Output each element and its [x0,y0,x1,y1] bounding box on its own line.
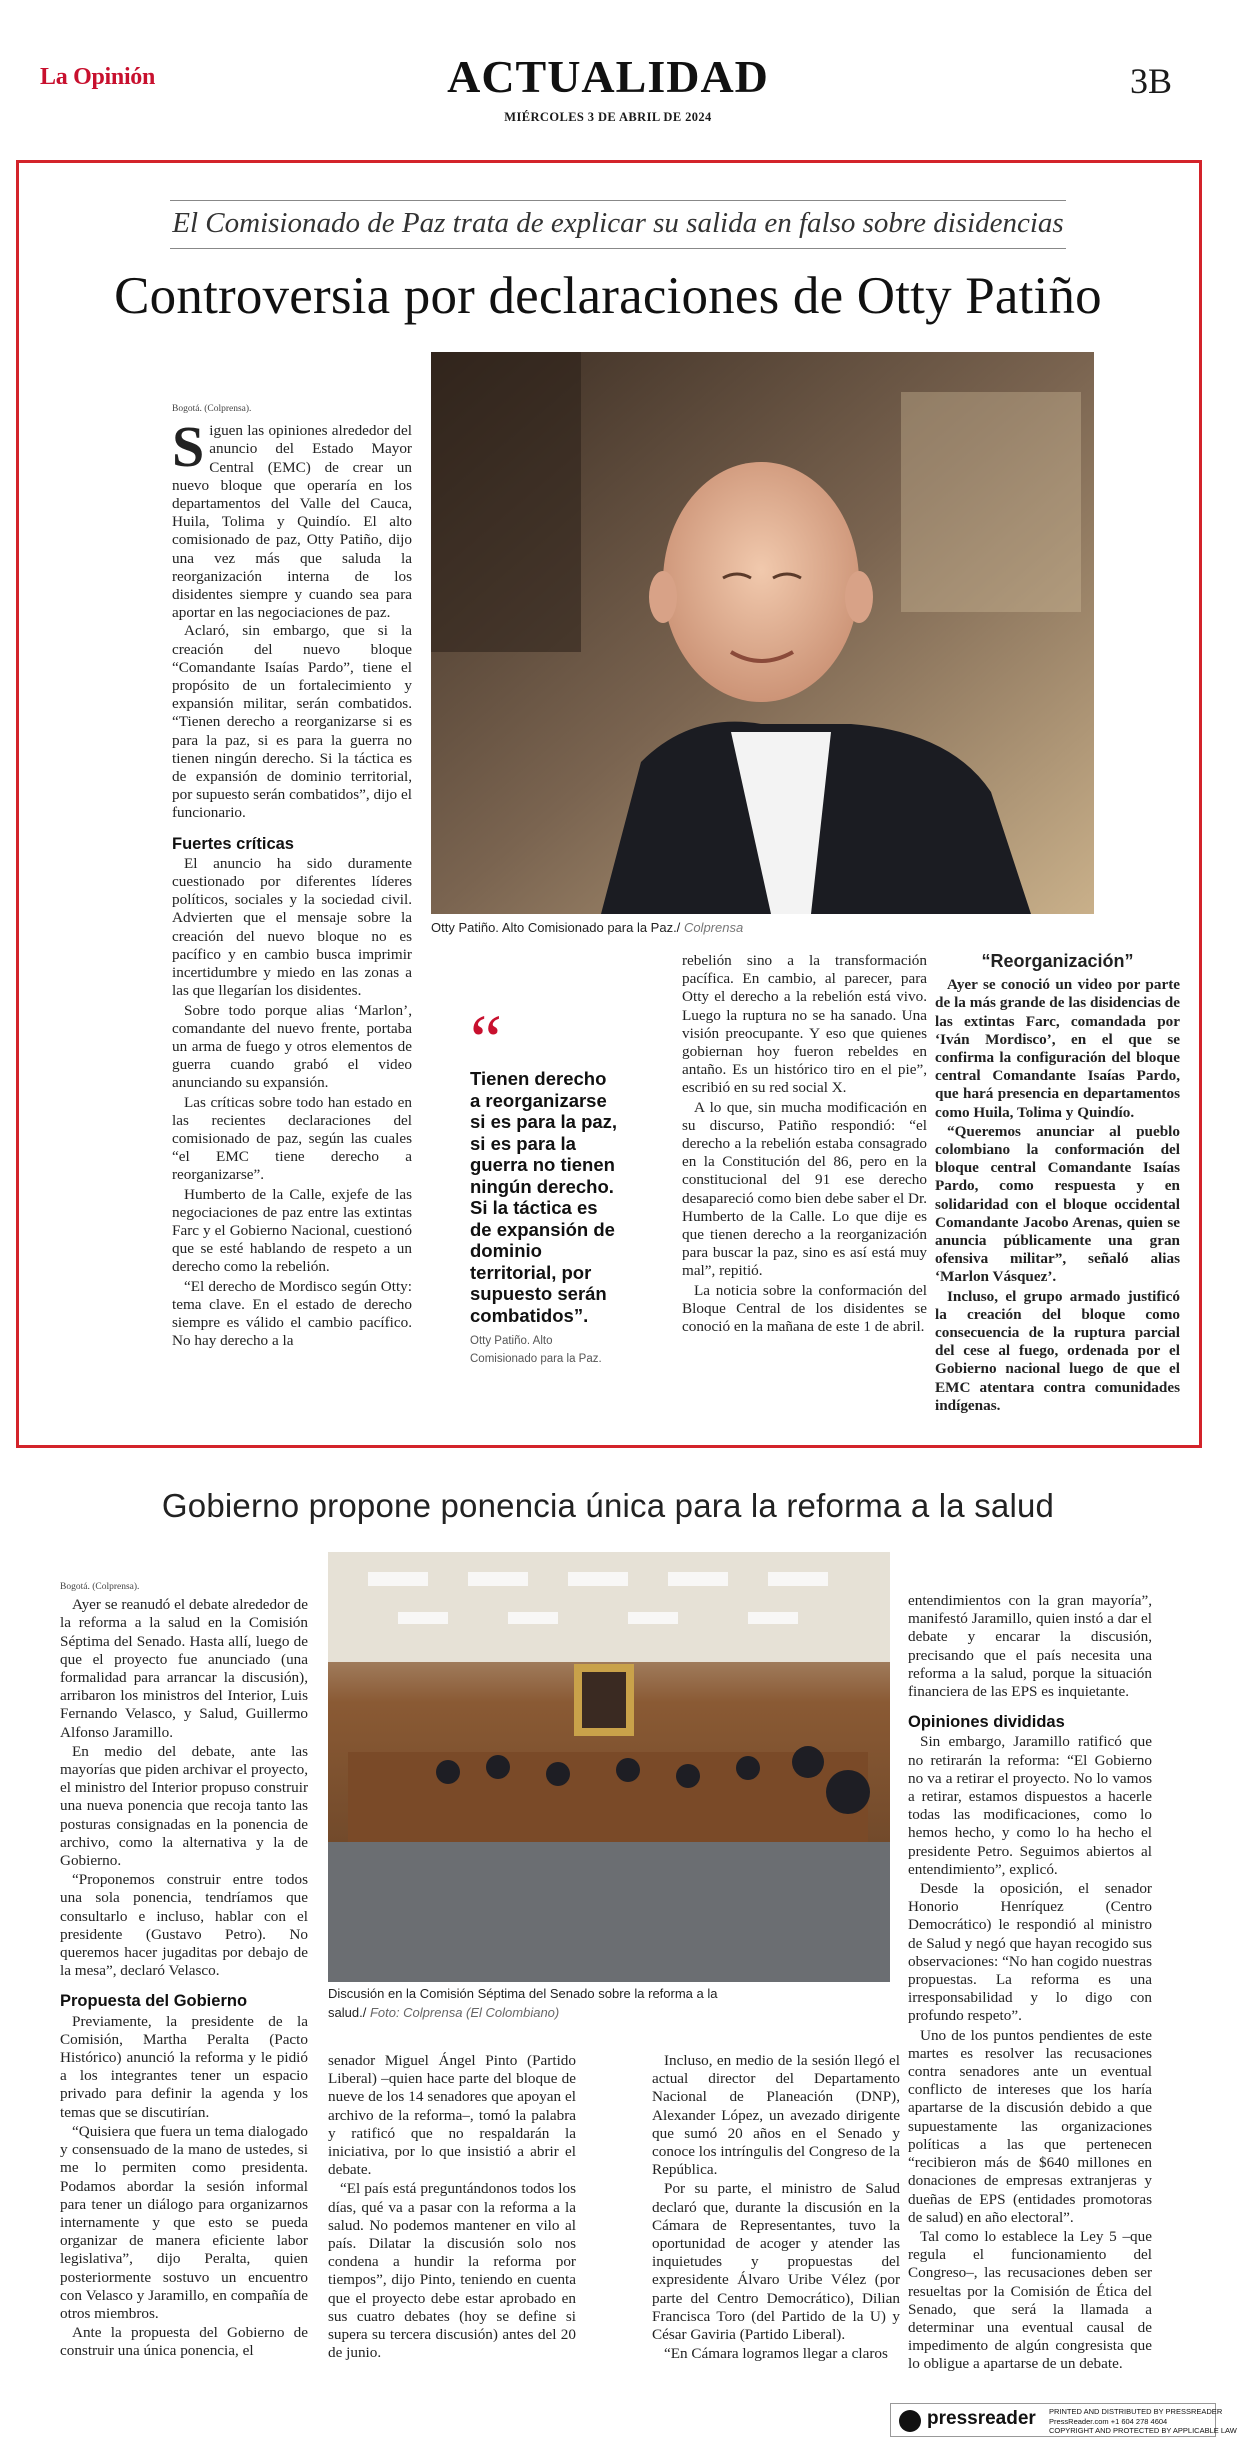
senate-illustration [328,1552,890,1982]
article-column-1 [172,400,412,1351]
paragraph: Aclaró, sin embargo, que si la creación del nuevo bloque “Comandante Isaías Pardo”, tiene el propósito de un fortalecimiento y expansión militar, serán combatidos. “Tienen derecho a reorganizarse si es para la paz, si es para la guerra no tienen ningún derecho. Si la táctica es de expansión de dominio territorial, por supuesto serán combatidos”, dijo el funcionario. [172,622,412,822]
section-title: ACTUALIDAD [447,51,769,102]
caption-credit: Colprensa [683,920,744,935]
paragraph: Tal como lo establece la Ley 5 –que regula el funcionamiento del Congreso–, las recusaciones deben ser resueltas por la Comisión de Ética del Senado, que será la llamada a determinar una eventual causal de impedimento de algún congresista que lo obligue a apartarse de un debate. [908,2227,1152,2373]
paragraph: Las críticas sobre todo han estado en las recientes declaraciones del comisionado de paz, según las cuales “el EMC tiene derecho a reorganizarse”. [172,1093,412,1184]
issue-date: MIÉRCOLES 3 DE ABRIL DE 2024 [504,110,712,124]
caption-credit: Foto: Colprensa (El Colombiano) [369,2005,560,2020]
paragraph: “En Cámara logramos llegar a claros [664,2345,888,2363]
subheading: Propuesta del Gobierno [60,1992,248,2011]
paragraph: rebelión sino a la transformación pacífica. En cambio, al parecer, para Otty el derecho a la rebelión está vivo. Luego la ruptura no se ha sanado. Una visión preocupante. Y eso que quienes gobiernan hoy fueron rebeldes en antaño. Es un histórico tiro en el pie”, escribió en su red social X. [682,952,927,1097]
subheading: “Reorganización” [981,951,1134,971]
paragraph: Sin embargo, Jaramillo ratificó que no retirarán la reforma: “El Gobierno no va a retirar el proyecto. No lo vamos a retirar, estamos dispuestos a hacerle todas las modificaciones, como lo hemos hecho, y como lo ha hecho el presidente Petro. Seguimos abiertos al entendimiento”, explicó. [908,1733,1152,1878]
drop-cap: S [172,414,205,480]
paragraph: Desde la oposición, el senador Honorio Henríquez (Centro Democrático) le respondió al ministro de Salud y negó que hayan recogido sus observaciones: “No han cogido nuestras propuestas. La reforma es una irresponsabilidad y lo digo con profundo respeto”. [908,1880,1152,2025]
photo-caption [328,1984,748,2022]
lead-paragraph: iguen las opiniones alrededor del anuncio del Estado Mayor Central (EMC) de crear un nuevo bloque que operaría en los departamentos del Valle del Cauca, Huila, Tolima y Quindío. El alto comisionado de paz, Otty Patiño, dijo una vez más que saluda la reorganización interna de los disidentes siempre y cuando sea para aportar en las negociaciones de paz. [172,422,412,622]
paragraph: Previamente, la presidente de la Comisión, Martha Peralta (Pacto Histórico) anunció la reforma y le pidió a los integrantes tener un espacio privado para definir la agenda y los temas que se discutirían. [60,2012,308,2121]
paragraph: Humberto de la Calle, exjefe de las negociaciones de paz entre las extintas Farc y el Gobierno Nacional, cuestionó que se esté hablando de respeto a un derecho como la rebelión. [172,1185,412,1276]
pressreader-brand: pressreader [927,2408,1036,2429]
article-headline: Gobierno propone ponencia única para la reforma a la salud [161,1487,1055,1524]
article2-column-2 [328,2052,576,2363]
paragraph: Por su parte, el ministro de Salud declaró que, durante la discusión en la Cámara de Representantes, tuvo la oportunidad de acoger y atender las inquietudes y propuestas del expresidente Álvaro Uribe Vélez (por parte del Centro Democrático), Dilian Francisca Toro (del Partido de la U) y César Gaviria (Partido Liberal). [652,2180,900,2344]
newspaper-logo: La Opinión [40,64,156,90]
paragraph: entendimientos con la gran mayoría”, manifestó Jaramillo, quien instó a dar el debate y encarar la discusión, precisando que el país necesita una reforma a la salud, porque la situación financiera de las EPS es inquietante. [908,1592,1152,1701]
photo-caption [431,920,1094,935]
paragraph: Uno de los puntos pendientes de este martes es resolver las recusaciones contra senadores ante un eventual conflicto de intereses que los haría apartarse de la discusión debido a que supuestamente las organizaciones políticas a las que pertenecen “recibieron más de $640 millones en donaciones de empresas extranjeras y dueñas de EPS (entidades promotoras de salud) en año electoral”. [908,2026,1152,2226]
page-number: 3B [1129,61,1172,101]
paragraph: “Queremos anunciar al pueblo colombiano la conformación del bloque central Comandante Isaías Pardo, como respuesta y en solidaridad con el bloque occidental Comandante Jacobo Arenas, quien se anuncia públicamente una gran ofensiva militar”, señaló alias ‘Marlon Vásquez’. [935,1122,1180,1286]
quote-mark: “ [470,1000,502,1080]
paragraph: Incluso, en medio de la sesión llegó el actual director del Departamento Nacional de Planeación (DNP), Alexander López, un avezado dirigente que sumó 20 años en el Senado y conoce los intríngulis del Congreso de la República. [652,2052,901,2179]
paragraph: Ayer se reanudó el debate alrededor de la reforma a la salud en la Comisión Séptima del Senado. Hasta allí, luego de que el proyecto fue anunciado (una formalidad para arrancar la discusión), arribaron los ministros del Interior, Luis Fernando Velasco, y Salud, Guillermo Alfonso Jaramillo. [60,1596,308,1741]
article2-column-1 [60,1578,308,2362]
paragraph: A lo que, sin mucha modificación en su discurso, Patiño respondió: “el derecho a la rebelión estaba consagrado en la Constitución del 86, pero en la constitucional del 91 ese derecho desapareció como bien debe saber el Dr. Humberto de la Calle. Lo que dije es que tienen derecho a la reorganización para buscar la paz, sino es así está muy mal”, repitió. [682,1098,928,1280]
paragraph: Ayer se conoció un video por parte de la más grande de las disidencias de las extintas Farc, comandada por ‘Iván Mordisco’, en el que se confirma la configuración del bloque central Comandante Isaías Pardo, que hará presencia en departamentos como Huila, Tolima y Quindío. [935,976,1180,1121]
paragraph: La noticia sobre la conformación del Bloque Central de los disidentes se conoció en la mañana de este 1 de abril. [682,1281,927,1336]
pressreader-icon [899,2410,921,2432]
paragraph: senador Miguel Ángel Pinto (Partido Liberal) –quien hace parte del bloque de nueve de los 14 senadores que apoyan el archivo de la reforma–, tomó la palabra y ratificó que no respaldarán la iniciativa, por lo que insistió a abrir el debate. [328,2052,576,2179]
paragraph: En medio del debate, ante las mayorías que piden archivar el proyecto, el ministro del Interior propuso construir una nueva ponencia que recoja tanto las posturas consignadas en la ponencia de archivo, como la alternativa y la de Gobierno. [60,1742,308,1870]
pull-quote [470,1000,620,1368]
notice-line: PressReader.com +1 604 278 4604 [1049,2416,1168,2426]
article-column-4 [935,952,1180,1416]
subheading: Fuertes críticas [172,834,294,853]
paragraph: Sobre todo porque alias ‘Marlon’, comandante del nuevo frente, portaba un arma de fuego y otros elementos de guerra cuando grabó el video anunciando su expansión. [172,1001,412,1092]
paragraph: “El país está preguntándonos todos los días, qué va a pasar con la reforma a la salud. No podemos mantener en vilo al país. Dilatar la discusión solo nos condena a hundir la reforma por tiempos”, dijo Pinto, teniendo en cuenta que el proyecto debe estar aprobado en sus cuatro debates (hoy se define si supera su tercera discusión) antes del 20 de junio. [328,2180,576,2362]
article-kicker: El Comisionado de Paz trata de explicar su salida en falso sobre disidencias [170,200,1066,249]
article-headline: Controversia por declaraciones de Otty Patiño [114,267,1102,325]
article2-column-4 [908,1592,1152,2375]
paragraph: “El derecho de Mordisco según Otty: tema clave. En el estado de derecho siempre es válido el cambio pacífico. No hay derecho a la [172,1277,412,1350]
article2-column-3 [652,2052,900,2364]
quote-text: Tienen derecho a reorganizarse si es para la paz, si es para la guerra no tienen ningún derecho. Si la táctica es de expansión de dominio territorial, por supuesto serán combatidos”. [470,1068,618,1326]
portrait-illustration [431,352,1094,914]
quote-credit: Otty Patiño. Alto Comisionado para la Paz. [470,1335,602,1365]
pressreader-notice [1049,2407,1237,2436]
paragraph: “Quisiera que fuera un tema dialogado y consensuado de la mano de ustedes, si me lo permiten como presidenta. Podamos abordar la sesión informal para tener un diálogo para organizarnos internamente y que esto se pueda organizar de manera eficiente labor legislativa”, dijo Peralta, quien posteriormente sostuvo un encuentro con Velasco y Jaramillo, en compañía de otros miembros. [60,2122,308,2322]
paragraph: Ante la propuesta del Gobierno de construir una única ponencia, el [60,2324,308,2360]
caption-text: Otty Patiño. Alto Comisionado para la Paz./ [431,920,681,935]
notice-line: PRINTED AND DISTRIBUTED BY PRESSREADER [1049,2407,1223,2416]
article-column-3 [682,952,927,1337]
paragraph: Incluso, el grupo armado justificó la creación del bloque como consecuencia de la ruptura parcial del cese al fuego, ordenada por el Gobierno nacional luego de que el EMC atentara contra comunidades indígenas. [935,1287,1180,1414]
paragraph: El anuncio ha sido duramente cuestionado por diferentes líderes políticos, sociales y la sociedad civil. Advierten que el mensaje sobre la creación del nuevo bloque no es pacífico y en cambio busca imprimir incertidumbre y miedo en las zonas a las que llegarían los disidentes. [172,854,412,1000]
senate-photo [328,1552,890,1982]
caption-text: Discusión en la Comisión Séptima del Senado sobre la reforma a la salud./ [328,1986,718,2020]
byline: Bogotá. (Colprensa). [172,404,252,414]
byline: Bogotá. (Colprensa). [60,1582,140,1592]
subheading: Opiniones divididas [908,1713,1065,1732]
portrait-photo [431,352,1094,914]
paragraph: “Proponemos construir entre todos una sola ponencia, tendríamos que consultarlo e incluso, hablar con el presidente (Gustavo Petro). No queremos hacer jugaditas por debajo de la mesa”, declaró Velasco. [60,1871,308,1980]
pressreader-badge[interactable] [890,2403,1237,2437]
notice-line: COPYRIGHT AND PROTECTED BY APPLICABLE LAW [1049,2426,1237,2435]
